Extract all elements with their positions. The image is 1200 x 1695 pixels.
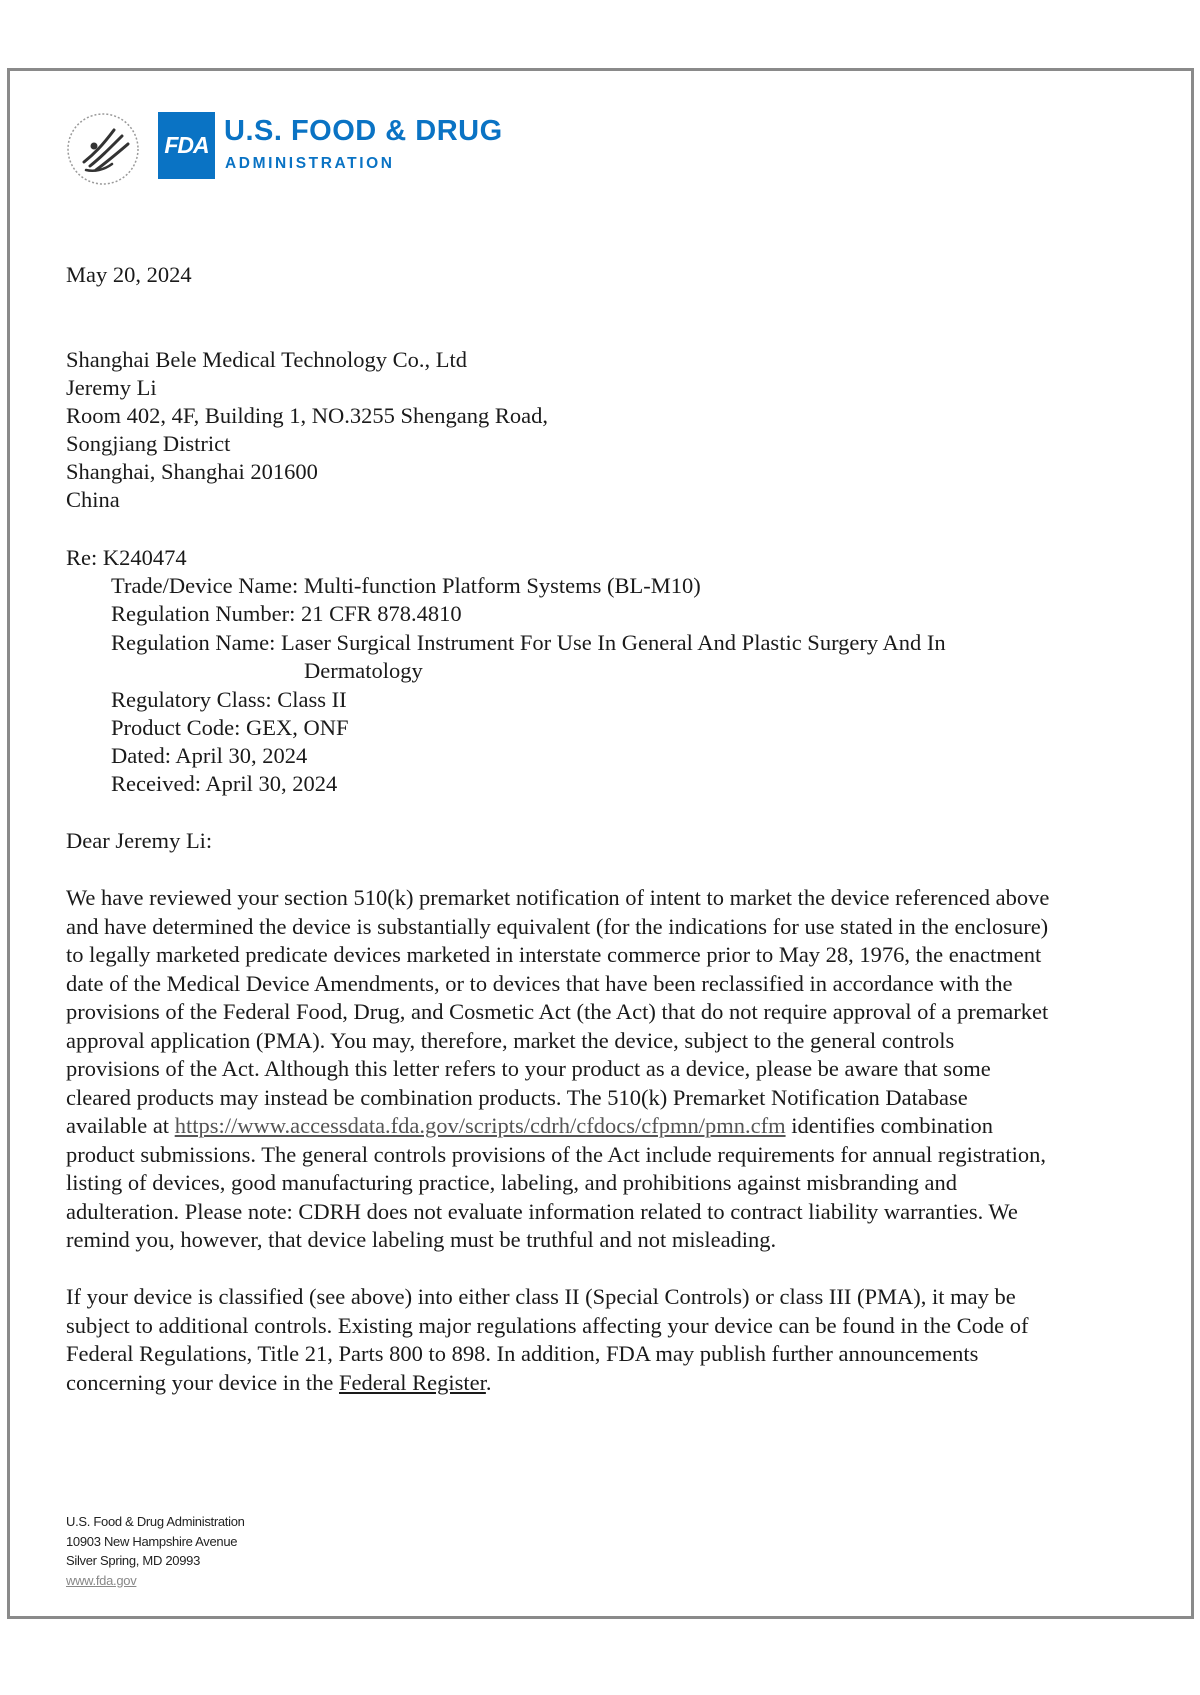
recipient-address-line1: Room 402, 4F, Building 1, NO.3255 Shengang Road,: [66, 403, 548, 428]
recipient-country: China: [66, 487, 120, 512]
body-line: [66, 1369, 1166, 1398]
hhs-seal-icon: [64, 110, 142, 188]
regulatory-class: Regulatory Class: Class II: [111, 687, 347, 712]
received: Received: April 30, 2024: [111, 771, 338, 796]
body-text: concerning your device in the: [66, 1369, 340, 1395]
body-line: adulteration. Please note: CDRH does not evaluate information related to contract liability warranties. We: [66, 1198, 1018, 1224]
body-line: [66, 1112, 1166, 1141]
body-line: to legally marketed predicate devices marketed in interstate commerce prior to May 28, 1976, the enactment: [66, 942, 1042, 967]
trade-device-name: Trade/Device Name: Multi-function Platform Systems (BL-M10): [111, 573, 701, 598]
body-line: cleared products may instead be combination products. The 510(k) Premarket Notification Database: [66, 1084, 968, 1110]
recipient-contact: Jeremy Li: [66, 375, 157, 400]
regulation-name: Regulation Name: Laser Surgical Instrument For Use In General And Plastic Surgery And In: [111, 630, 946, 655]
federal-register-link[interactable]: Federal Register: [339, 1369, 486, 1395]
body-line: product submissions. The general controls provisions of the Act include requirements for annual registration,: [66, 1141, 1046, 1167]
agency-name: U.S. FOOD & DRUG: [224, 115, 503, 147]
body-line: approval application (PMA). You may, therefore, market the device, subject to the general controls: [66, 1027, 955, 1053]
dated: Dated: April 30, 2024: [111, 743, 308, 768]
footer-website-link[interactable]: www.fda.gov: [66, 1572, 137, 1588]
fda-mark: FDA: [158, 112, 215, 179]
body-line: subject to additional controls. Existing major regulations affecting your device can be found in the Code of: [66, 1312, 1029, 1338]
body-line: If your device is classified (see above) into either class II (Special Controls) or class III (PMA), it may be: [66, 1284, 1016, 1309]
body-line: provisions of the Federal Food, Drug, and Cosmetic Act (the Act) that do not require approval of a premarket: [66, 999, 1049, 1024]
agency-subtitle: ADMINISTRATION: [225, 155, 395, 172]
body-line: listing of devices, good manufacturing practice, labeling, and prohibitions against misbranding and: [66, 1170, 958, 1195]
footer-street: 10903 New Hampshire Avenue: [66, 1533, 238, 1549]
body-line: provisions of the Act. Although this letter refers to your product as a device, please be aware that some: [66, 1056, 991, 1081]
reference-number: Re: K240474: [66, 545, 187, 570]
letter-date: May 20, 2024: [66, 262, 192, 287]
body-line: Federal Regulations, Title 21, Parts 800 to 898. In addition, FDA may publish further announcements: [66, 1341, 979, 1366]
body-paragraph-2: [66, 1283, 1166, 1397]
body-line: date of the Medical Device Amendments, or to devices that have been reclassified in accordance with the: [66, 970, 1013, 996]
footer-address: [66, 1512, 245, 1590]
body-text: identifies combination: [785, 1113, 994, 1138]
product-code: Product Code: GEX, ONF: [111, 715, 349, 740]
footer-city: Silver Spring, MD 20993: [66, 1553, 200, 1568]
body-text: available at: [66, 1113, 175, 1138]
body-paragraph-1: [66, 884, 1166, 1255]
recipient-company: Shanghai Bele Medical Technology Co., Ltd: [66, 347, 468, 372]
regulation-number: Regulation Number: 21 CFR 878.4810: [111, 601, 462, 626]
body-line: and have determined the device is substantially equivalent (for the indications for use stated in the enclosure): [66, 913, 1049, 939]
body-line: We have reviewed your section 510(k) premarket notification of intent to market the device referenced above: [66, 885, 1050, 910]
regulation-name-continued: Dermatology: [304, 658, 423, 683]
recipient-address-line3: Shanghai, Shanghai 201600: [66, 459, 318, 484]
salutation: Dear Jeremy Li:: [66, 828, 213, 853]
body-text: .: [485, 1369, 492, 1395]
body-line: remind you, however, that device labeling must be truthful and not misleading.: [66, 1227, 777, 1252]
pmn-database-link[interactable]: https://www.accessdata.fda.gov/scripts/cdrh/cfdocs/cfpmn/pmn.cfm: [174, 1113, 786, 1138]
recipient-address-line2: Songjiang District: [66, 431, 231, 456]
footer-agency: U.S. Food & Drug Administration: [66, 1514, 245, 1529]
